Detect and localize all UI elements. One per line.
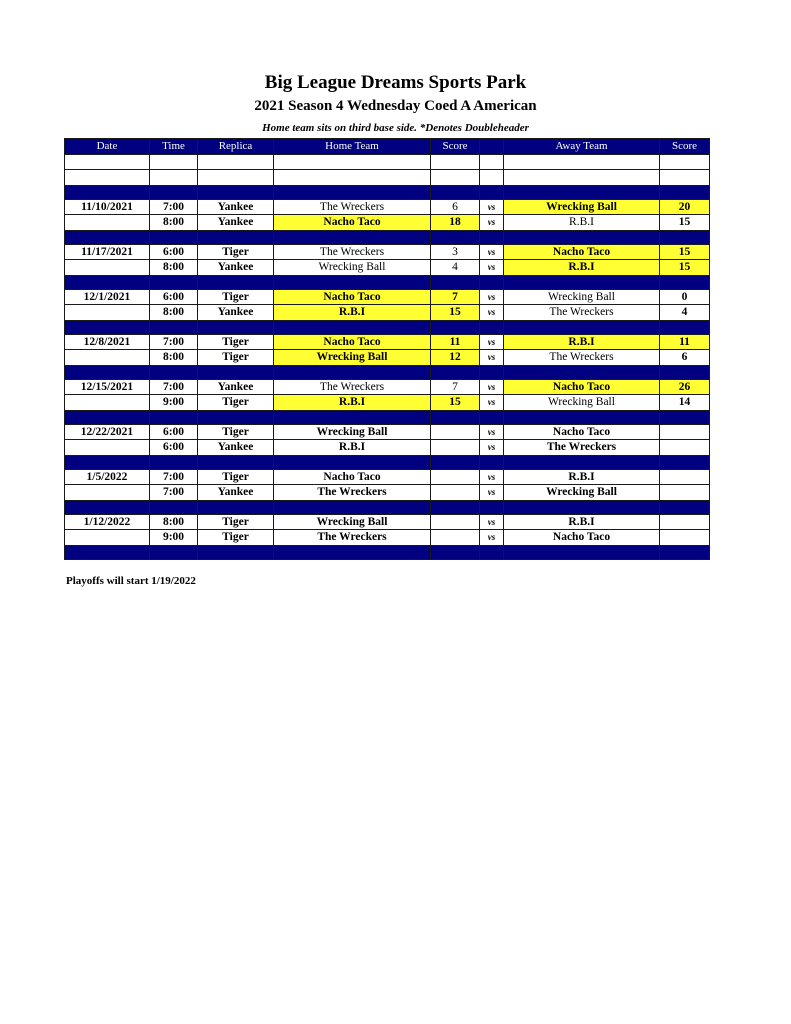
game-row	[65, 199, 710, 215]
away-team: The Wreckers	[504, 440, 660, 456]
away-score: 15	[660, 215, 710, 231]
away-team: R.B.I	[504, 334, 660, 350]
game-date	[65, 395, 150, 411]
game-time: 7:00	[150, 379, 198, 395]
away-score	[660, 424, 710, 440]
game-row	[65, 514, 710, 530]
page-subtitle: 2021 Season 4 Wednesday Coed A American	[254, 98, 537, 114]
game-field: Yankee	[198, 215, 274, 231]
empty-row	[65, 170, 710, 186]
away-team: The Wreckers	[504, 305, 660, 321]
game-row	[65, 289, 710, 305]
game-time: 7:00	[150, 469, 198, 485]
away-team: Nacho Taco	[504, 379, 660, 395]
game-field: Tiger	[198, 289, 274, 305]
vs-label: vs	[480, 244, 504, 260]
week-separator	[65, 275, 710, 289]
game-time: 8:00	[150, 215, 198, 231]
away-score	[660, 514, 710, 530]
game-time: 6:00	[150, 244, 198, 260]
home-score	[431, 440, 480, 456]
home-team: Nacho Taco	[274, 215, 431, 231]
playoffs-note: Playoffs will start 1/19/2022	[66, 575, 196, 587]
game-row	[65, 469, 710, 485]
game-date: 12/22/2021	[65, 424, 150, 440]
game-field: Tiger	[198, 530, 274, 546]
vs-label: vs	[480, 514, 504, 530]
vs-label: vs	[480, 469, 504, 485]
home-team: The Wreckers	[274, 199, 431, 215]
week-separator	[65, 230, 710, 244]
game-time: 9:00	[150, 395, 198, 411]
vs-label: vs	[480, 215, 504, 231]
game-row	[65, 485, 710, 501]
game-field: Yankee	[198, 379, 274, 395]
away-team: Wrecking Ball	[504, 485, 660, 501]
game-field: Tiger	[198, 514, 274, 530]
game-date	[65, 260, 150, 276]
game-date: 1/5/2022	[65, 469, 150, 485]
vs-label: vs	[480, 289, 504, 305]
game-row	[65, 379, 710, 395]
away-score	[660, 485, 710, 501]
away-score: 20	[660, 199, 710, 215]
game-date	[65, 350, 150, 366]
game-time: 9:00	[150, 530, 198, 546]
game-time: 7:00	[150, 334, 198, 350]
home-score	[431, 469, 480, 485]
header-home-score: Score	[431, 139, 480, 155]
away-team: R.B.I	[504, 514, 660, 530]
week-separator	[65, 365, 710, 379]
header-home-team: Home Team	[274, 139, 431, 155]
game-time: 6:00	[150, 440, 198, 456]
vs-label: vs	[480, 260, 504, 276]
away-team: Nacho Taco	[504, 244, 660, 260]
home-team: The Wreckers	[274, 379, 431, 395]
game-field: Tiger	[198, 469, 274, 485]
away-team: Nacho Taco	[504, 530, 660, 546]
week-separator	[65, 320, 710, 334]
game-field: Tiger	[198, 334, 274, 350]
header-away-team: Away Team	[504, 139, 660, 155]
game-row	[65, 350, 710, 366]
home-team: The Wreckers	[274, 530, 431, 546]
game-date	[65, 530, 150, 546]
home-score: 3	[431, 244, 480, 260]
game-field: Yankee	[198, 440, 274, 456]
home-team: Nacho Taco	[274, 334, 431, 350]
home-team: R.B.I	[274, 395, 431, 411]
away-team: Nacho Taco	[504, 424, 660, 440]
home-score	[431, 530, 480, 546]
home-team: Wrecking Ball	[274, 424, 431, 440]
game-row	[65, 530, 710, 546]
home-score: 6	[431, 199, 480, 215]
home-team: Wrecking Ball	[274, 514, 431, 530]
away-score	[660, 469, 710, 485]
game-date	[65, 440, 150, 456]
game-field: Tiger	[198, 244, 274, 260]
away-score: 4	[660, 305, 710, 321]
home-score	[431, 485, 480, 501]
away-score: 26	[660, 379, 710, 395]
game-row	[65, 395, 710, 411]
home-score: 4	[431, 260, 480, 276]
vs-label: vs	[480, 199, 504, 215]
game-field: Yankee	[198, 199, 274, 215]
game-time: 7:00	[150, 485, 198, 501]
header-time: Time	[150, 139, 198, 155]
week-separator	[65, 185, 710, 199]
game-field: Tiger	[198, 424, 274, 440]
home-team: The Wreckers	[274, 485, 431, 501]
home-team: The Wreckers	[274, 244, 431, 260]
schedule-table	[64, 138, 710, 560]
schedule-body	[65, 154, 710, 559]
home-score: 7	[431, 289, 480, 305]
home-team: R.B.I	[274, 440, 431, 456]
home-score: 15	[431, 395, 480, 411]
vs-label: vs	[480, 530, 504, 546]
home-score: 15	[431, 305, 480, 321]
vs-label: vs	[480, 334, 504, 350]
game-row	[65, 244, 710, 260]
vs-label: vs	[480, 395, 504, 411]
home-score: 18	[431, 215, 480, 231]
game-date: 12/1/2021	[65, 289, 150, 305]
game-row	[65, 440, 710, 456]
away-team: R.B.I	[504, 215, 660, 231]
game-time: 8:00	[150, 350, 198, 366]
game-date: 12/8/2021	[65, 334, 150, 350]
home-team: Wrecking Ball	[274, 350, 431, 366]
away-score: 14	[660, 395, 710, 411]
game-field: Yankee	[198, 260, 274, 276]
away-team: Wrecking Ball	[504, 395, 660, 411]
away-team: The Wreckers	[504, 350, 660, 366]
game-row	[65, 260, 710, 276]
away-score: 15	[660, 260, 710, 276]
game-field: Yankee	[198, 305, 274, 321]
vs-label: vs	[480, 305, 504, 321]
away-score: 15	[660, 244, 710, 260]
game-field: Tiger	[198, 395, 274, 411]
away-score	[660, 440, 710, 456]
away-team: R.B.I	[504, 260, 660, 276]
vs-label: vs	[480, 379, 504, 395]
away-team: Wrecking Ball	[504, 199, 660, 215]
game-field: Tiger	[198, 350, 274, 366]
game-date: 12/15/2021	[65, 379, 150, 395]
game-date	[65, 215, 150, 231]
empty-row	[65, 154, 710, 170]
game-row	[65, 334, 710, 350]
home-team: Nacho Taco	[274, 289, 431, 305]
away-score: 0	[660, 289, 710, 305]
week-separator	[65, 500, 710, 514]
home-score	[431, 514, 480, 530]
home-score: 7	[431, 379, 480, 395]
game-date: 11/10/2021	[65, 199, 150, 215]
game-row	[65, 424, 710, 440]
game-row	[65, 305, 710, 321]
header-replica: Replica	[198, 139, 274, 155]
header-row	[65, 139, 710, 155]
header-away-score: Score	[660, 139, 710, 155]
away-score: 6	[660, 350, 710, 366]
game-time: 8:00	[150, 305, 198, 321]
game-date: 1/12/2022	[65, 514, 150, 530]
home-team: Nacho Taco	[274, 469, 431, 485]
game-date	[65, 485, 150, 501]
week-separator	[65, 455, 710, 469]
home-score	[431, 424, 480, 440]
game-time: 8:00	[150, 514, 198, 530]
week-separator	[65, 410, 710, 424]
away-score	[660, 530, 710, 546]
away-team: Wrecking Ball	[504, 289, 660, 305]
game-date	[65, 305, 150, 321]
week-separator	[65, 545, 710, 559]
home-team: R.B.I	[274, 305, 431, 321]
game-time: 6:00	[150, 289, 198, 305]
game-time: 8:00	[150, 260, 198, 276]
vs-label: vs	[480, 485, 504, 501]
game-field: Yankee	[198, 485, 274, 501]
home-score: 11	[431, 334, 480, 350]
game-row	[65, 215, 710, 231]
page-title: Big League Dreams Sports Park	[264, 72, 527, 93]
vs-label: vs	[480, 424, 504, 440]
schedule-note: Home team sits on third base side. *Denotes Doubleheader	[262, 122, 529, 134]
vs-label: vs	[480, 350, 504, 366]
home-team: Wrecking Ball	[274, 260, 431, 276]
header-date: Date	[65, 139, 150, 155]
away-score: 11	[660, 334, 710, 350]
game-time: 6:00	[150, 424, 198, 440]
game-date: 11/17/2021	[65, 244, 150, 260]
vs-label: vs	[480, 440, 504, 456]
header-vs	[480, 139, 504, 155]
away-team: R.B.I	[504, 469, 660, 485]
home-score: 12	[431, 350, 480, 366]
game-time: 7:00	[150, 199, 198, 215]
